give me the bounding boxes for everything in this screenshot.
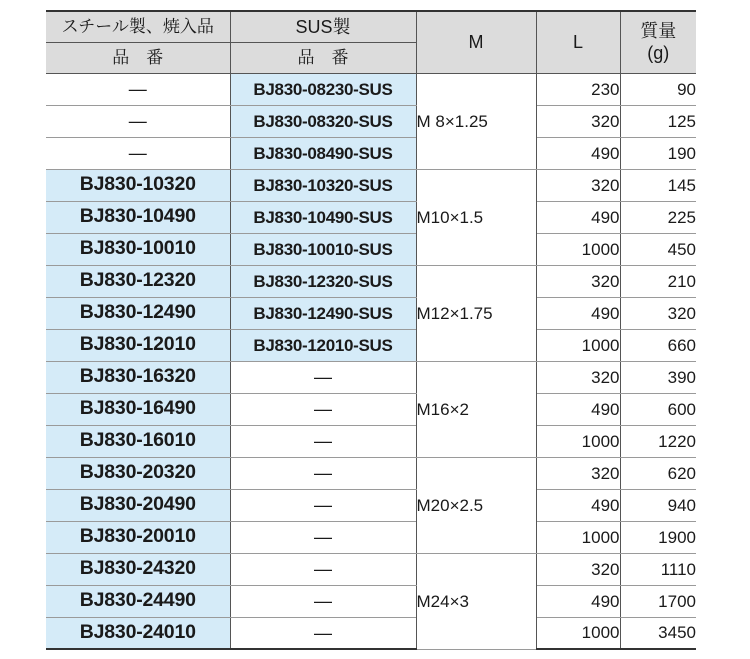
cell-mass: 620 <box>620 457 696 489</box>
cell-steel-part: BJ830-24320 <box>46 553 230 585</box>
table-row <box>46 105 696 137</box>
cell-length: 490 <box>536 137 620 169</box>
table-row <box>46 233 696 265</box>
header-steel: スチール製、焼入品 <box>46 11 230 42</box>
cell-steel-part: BJ830-16320 <box>46 361 230 393</box>
header-sus-sub: 品 番 <box>230 42 416 73</box>
cell-steel-part: BJ830-20320 <box>46 457 230 489</box>
table-row <box>46 393 696 425</box>
cell-steel-part: — <box>46 73 230 105</box>
cell-sus-part: BJ830-12490-SUS <box>230 297 416 329</box>
table-row <box>46 457 696 489</box>
cell-sus-part: BJ830-08490-SUS <box>230 137 416 169</box>
cell-mass: 1900 <box>620 521 696 553</box>
cell-length: 320 <box>536 169 620 201</box>
table-row <box>46 329 696 361</box>
cell-length: 1000 <box>536 617 620 649</box>
table-row <box>46 73 696 105</box>
cell-steel-part: BJ830-12320 <box>46 265 230 297</box>
cell-steel-part: BJ830-12490 <box>46 297 230 329</box>
cell-mass: 940 <box>620 489 696 521</box>
spec-table <box>46 10 696 650</box>
cell-sus-part: — <box>230 617 416 649</box>
cell-thread-size: M20×2.5 <box>416 457 536 553</box>
cell-mass: 1700 <box>620 585 696 617</box>
cell-thread-size: M16×2 <box>416 361 536 457</box>
cell-length: 230 <box>536 73 620 105</box>
header-mass <box>620 11 696 73</box>
cell-length: 320 <box>536 553 620 585</box>
cell-steel-part: BJ830-24490 <box>46 585 230 617</box>
cell-sus-part: — <box>230 425 416 457</box>
cell-mass: 225 <box>620 201 696 233</box>
cell-mass: 600 <box>620 393 696 425</box>
cell-length: 490 <box>536 297 620 329</box>
cell-length: 1000 <box>536 425 620 457</box>
header-steel-sub: 品 番 <box>46 42 230 73</box>
cell-sus-part: BJ830-10490-SUS <box>230 201 416 233</box>
cell-length: 490 <box>536 489 620 521</box>
header-l: L <box>536 11 620 73</box>
table-body <box>46 73 696 649</box>
table-row <box>46 201 696 233</box>
cell-steel-part: BJ830-20490 <box>46 489 230 521</box>
cell-sus-part: — <box>230 553 416 585</box>
table-row <box>46 489 696 521</box>
table-row <box>46 553 696 585</box>
cell-mass: 1110 <box>620 553 696 585</box>
cell-thread-size: M 8×1.25 <box>416 73 536 169</box>
table-row <box>46 297 696 329</box>
header-m: M <box>416 11 536 73</box>
cell-mass: 390 <box>620 361 696 393</box>
cell-thread-size: M10×1.5 <box>416 169 536 265</box>
cell-thread-size: M24×3 <box>416 553 536 649</box>
cell-steel-part: BJ830-16010 <box>46 425 230 457</box>
cell-steel-part: BJ830-10320 <box>46 169 230 201</box>
cell-length: 320 <box>536 265 620 297</box>
header-mass-label: 質量 <box>640 20 677 41</box>
cell-length: 320 <box>536 361 620 393</box>
cell-steel-part: BJ830-16490 <box>46 393 230 425</box>
cell-mass: 90 <box>620 73 696 105</box>
table-row <box>46 169 696 201</box>
cell-sus-part: — <box>230 457 416 489</box>
cell-sus-part: BJ830-08230-SUS <box>230 73 416 105</box>
cell-length: 490 <box>536 393 620 425</box>
cell-sus-part: — <box>230 585 416 617</box>
table-row <box>46 617 696 649</box>
cell-mass: 210 <box>620 265 696 297</box>
cell-sus-part: BJ830-12320-SUS <box>230 265 416 297</box>
table-row <box>46 361 696 393</box>
cell-sus-part: BJ830-08320-SUS <box>230 105 416 137</box>
cell-length: 320 <box>536 457 620 489</box>
cell-length: 320 <box>536 105 620 137</box>
cell-sus-part: — <box>230 521 416 553</box>
cell-steel-part: BJ830-24010 <box>46 617 230 649</box>
cell-sus-part: — <box>230 361 416 393</box>
table-row <box>46 425 696 457</box>
cell-mass: 450 <box>620 233 696 265</box>
cell-mass: 1220 <box>620 425 696 457</box>
cell-sus-part: — <box>230 393 416 425</box>
cell-length: 490 <box>536 201 620 233</box>
cell-length: 490 <box>536 585 620 617</box>
cell-mass: 3450 <box>620 617 696 649</box>
cell-mass: 125 <box>620 105 696 137</box>
cell-length: 1000 <box>536 329 620 361</box>
table-row <box>46 265 696 297</box>
table-row <box>46 585 696 617</box>
cell-length: 1000 <box>536 233 620 265</box>
cell-sus-part: BJ830-12010-SUS <box>230 329 416 361</box>
cell-steel-part: BJ830-10490 <box>46 201 230 233</box>
cell-thread-size: M12×1.75 <box>416 265 536 361</box>
cell-steel-part: BJ830-10010 <box>46 233 230 265</box>
cell-steel-part: BJ830-12010 <box>46 329 230 361</box>
cell-mass: 660 <box>620 329 696 361</box>
header-sus: SUS製 <box>230 11 416 42</box>
table-row <box>46 521 696 553</box>
cell-steel-part: — <box>46 105 230 137</box>
cell-mass: 320 <box>620 297 696 329</box>
cell-mass: 145 <box>620 169 696 201</box>
cell-steel-part: — <box>46 137 230 169</box>
table-row <box>46 137 696 169</box>
cell-sus-part: — <box>230 489 416 521</box>
cell-sus-part: BJ830-10010-SUS <box>230 233 416 265</box>
cell-steel-part: BJ830-20010 <box>46 521 230 553</box>
cell-length: 1000 <box>536 521 620 553</box>
cell-mass: 190 <box>620 137 696 169</box>
cell-sus-part: BJ830-10320-SUS <box>230 169 416 201</box>
header-mass-unit: (g) <box>647 43 670 64</box>
